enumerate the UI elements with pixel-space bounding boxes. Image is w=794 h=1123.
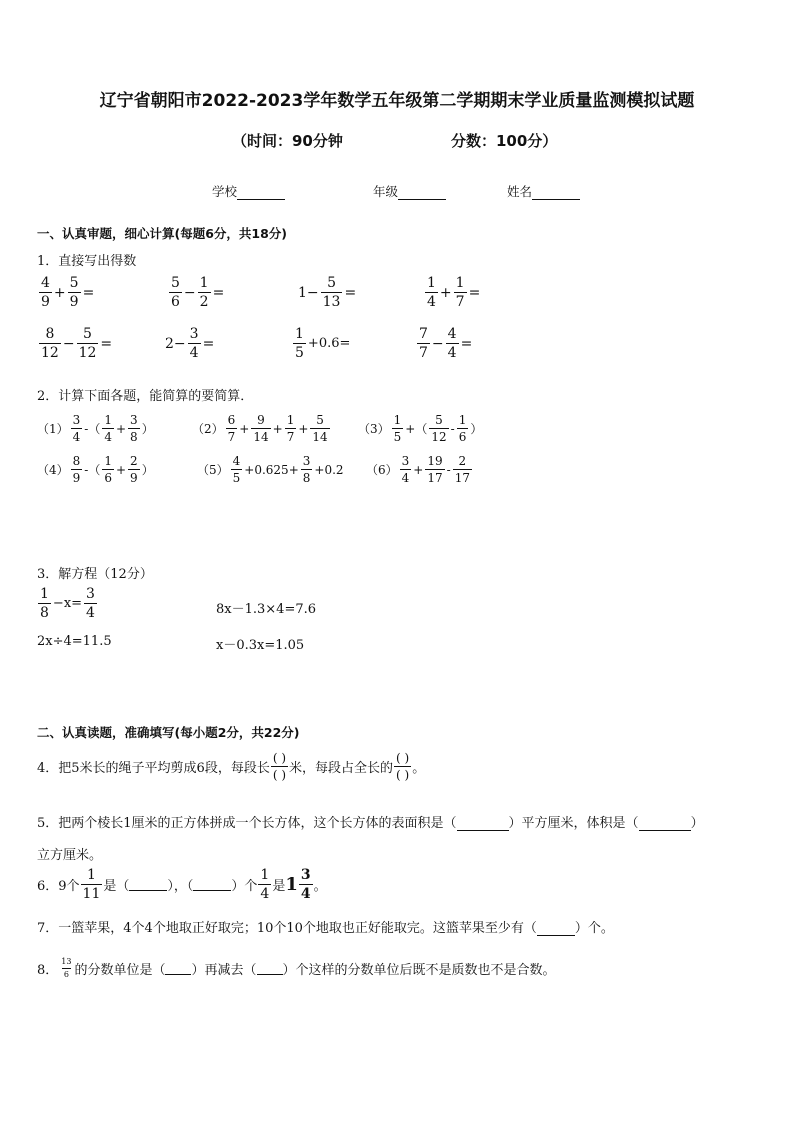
q4-text-a: 4．把5米长的绳子平均剪成6段，每段长 <box>37 761 270 776</box>
eq1-mid: −x= <box>52 596 83 611</box>
q4 <box>37 752 425 781</box>
q7-text-a: 7．一篮苹果，4个4个地取正好取完；10个10个地取也正好能取完。这篮苹果至少有（ <box>37 921 537 936</box>
q1-label: 1．直接写出得数 <box>37 254 137 269</box>
page-title: 辽宁省朝阳市2022-2023学年数学五年级第二学期期末学业质量监测模拟试题 <box>99 91 695 111</box>
grade-label: 年级 <box>373 184 399 199</box>
q1-item-4 <box>424 276 480 309</box>
q6-text-d: ）个 <box>231 879 258 894</box>
answer-blank[interactable]: ( ) <box>396 751 410 765</box>
equals: = <box>202 335 215 352</box>
q2-item-6: （6） $\frac{3}{4}$ + $\frac{19}{17}$ - $\frac{2}{17}$ <box>366 454 470 485</box>
frac-den: 2 <box>199 294 209 310</box>
q5-line-1 <box>37 812 704 831</box>
equals: = <box>460 335 473 352</box>
q1-item-5 <box>38 327 112 360</box>
frac-den: 4 <box>447 345 457 361</box>
frac-num: 5 <box>171 275 180 291</box>
answer-blank[interactable]: ( ) <box>396 768 410 782</box>
frac-num: 5 <box>69 275 79 291</box>
q5-text-a: 5．把两个棱长1厘米的正方体拼成一个长方体，这个长方体的表面积是（ <box>37 816 457 831</box>
item-number: （3） <box>358 422 390 436</box>
equals: = <box>344 284 357 301</box>
q2-item-5: （5） $\frac{4}{5}$ +0.625+ $\frac{3}{8}$ +0.2 <box>197 454 344 485</box>
frac-den: 7 <box>419 345 428 361</box>
q7 <box>37 917 614 936</box>
operator: − <box>183 284 196 301</box>
q6-text-b: 是（ <box>103 879 130 894</box>
q3-eq-1: $\frac{1}{8}$ −x= $\frac{3}{4}$ <box>40 586 95 621</box>
item-number: （6） <box>366 463 398 477</box>
frac-num: 1 <box>199 275 209 291</box>
grade-blank[interactable] <box>398 186 446 200</box>
school-field <box>212 182 285 200</box>
equals: = <box>468 284 481 301</box>
q3-label: 3．解方程（12分） <box>37 567 153 582</box>
answer-blank[interactable] <box>457 818 509 831</box>
answer-blank[interactable] <box>639 818 691 831</box>
q6-text-f: 。 <box>313 879 327 894</box>
frac-num: 7 <box>419 326 428 342</box>
suffix: +0.6= <box>307 336 351 351</box>
frac-num: 4 <box>447 326 457 342</box>
answer-blank[interactable]: ( ) <box>272 768 287 782</box>
grade-field <box>373 182 446 200</box>
frac-num: 13 <box>61 957 72 966</box>
mixed-whole: 1 <box>285 874 298 895</box>
frac-den: 4 <box>427 294 436 310</box>
q1-item-1 <box>38 276 94 309</box>
q3-eq-3: 2x÷4=11.5 <box>37 634 112 649</box>
q2-item-4: （4） $\frac{8}{9}$ -（ $\frac{1}{6}$ + $\frac{2}{9}$ ） <box>37 454 154 485</box>
q2-item-2: （2） $\frac{6}{7}$ + $\frac{9}{14}$ + $\frac{1}{7}$ + $\frac{5}{14}$ <box>192 413 328 444</box>
equals: = <box>100 335 113 352</box>
q2-label: 2．计算下面各题，能简算的要简算． <box>37 389 254 404</box>
q6-text-a: 6．9个 <box>37 879 80 894</box>
item-number: （5） <box>197 463 229 477</box>
frac-num: 8 <box>45 326 55 342</box>
name-label: 姓名 <box>507 184 533 199</box>
frac-den: 7 <box>455 294 465 310</box>
frac-den: 12 <box>41 345 59 361</box>
q8-text-a: 8． <box>37 963 59 978</box>
name-field <box>507 182 580 200</box>
q5-text-c: ） <box>690 816 704 831</box>
section-2-heading: 二、认真读题，准确填写(每小题2分，共22分) <box>37 725 300 740</box>
frac-den: 4 <box>189 345 199 361</box>
mixed-num: 3 <box>300 867 311 883</box>
frac-den: 13 <box>322 294 341 310</box>
frac-num: 4 <box>41 275 50 291</box>
q5-text-b: ）平方厘米，体积是（ <box>508 816 639 831</box>
school-blank[interactable] <box>237 186 285 200</box>
school-label: 学校 <box>212 184 238 199</box>
operator: + <box>439 284 452 301</box>
q4-text-c: 。 <box>412 761 426 776</box>
frac-den: 6 <box>171 294 180 310</box>
q6-text-e: 是 <box>272 879 286 894</box>
frac-num: 3 <box>189 326 199 342</box>
q8-text-e: ）个这样的分数单位后既不是质数也不是合数。 <box>282 963 556 978</box>
prefix: 1− <box>298 284 319 301</box>
q7-text-b: ）个。 <box>574 921 614 936</box>
answer-blank[interactable] <box>129 878 167 891</box>
section-1-heading: 一、认真审题，细心计算(每题6分，共18分) <box>37 226 288 241</box>
q6-text-c: ），（ <box>167 879 194 894</box>
answer-blank[interactable] <box>537 923 575 936</box>
frac-num: 5 <box>83 326 92 342</box>
equals: = <box>212 284 225 301</box>
frac-num: 1 <box>427 275 436 291</box>
q2-item-3: （3） $\frac{1}{5}$ +（ $\frac{5}{12}$ - $\frac{1}{6}$ ） <box>358 413 483 444</box>
score-label: 分数：100分） <box>451 132 558 150</box>
answer-blank[interactable] <box>257 962 283 975</box>
q6: 6．9个 $\frac{1}{11}$ 是（ ），（ ）个 $\frac{1}{4}$ 是 1 $\frac{3}{4}$ 。 <box>37 867 327 902</box>
answer-blank[interactable] <box>193 878 231 891</box>
answer-blank[interactable]: ( ) <box>272 751 287 765</box>
operator: + <box>53 284 66 301</box>
q4-text-b: 米，每段占全长的 <box>289 761 394 776</box>
q1-item-8 <box>416 327 472 360</box>
equals: = <box>82 284 95 301</box>
q3-eq-4: x－0.3x=1.05 <box>216 638 305 653</box>
operator: − <box>431 335 444 352</box>
frac-den: 9 <box>69 294 79 310</box>
e5-mid: +0.625+ <box>244 462 299 477</box>
prefix: 2− <box>165 335 186 352</box>
frac-den: 12 <box>78 345 97 361</box>
frac-num: 1 <box>295 326 304 342</box>
name-blank[interactable] <box>532 186 580 200</box>
q1-item-6 <box>165 327 214 360</box>
item-number: （2） <box>192 422 224 436</box>
frac-den: 6 <box>63 970 69 979</box>
q8-text-c: ）再减去（ <box>191 963 257 978</box>
q1-item-3 <box>298 276 356 309</box>
q5-line-2: 立方厘米。 <box>37 848 103 863</box>
e5-end: +0.2 <box>314 462 344 477</box>
item-number: （1） <box>37 422 69 436</box>
answer-blank[interactable] <box>165 962 191 975</box>
q8 <box>37 958 556 979</box>
q1-item-7 <box>292 327 350 360</box>
q8-text-b: 的分数单位是（ <box>74 963 166 978</box>
frac-num: 5 <box>327 275 337 291</box>
mixed-den: 4 <box>300 886 311 902</box>
time-label: （时间：90分钟 <box>232 132 343 150</box>
q1-item-2 <box>168 276 224 309</box>
q3-eq-2: 8x－1.3×4=7.6 <box>216 602 317 617</box>
frac-den: 9 <box>41 294 50 310</box>
q2-item-1: （1） $\frac{3}{4}$ -（ $\frac{1}{4}$ + $\frac{3}{8}$ ） <box>37 413 154 444</box>
operator: − <box>62 335 75 352</box>
item-number: （4） <box>37 463 69 477</box>
frac-den: 5 <box>295 345 304 361</box>
frac-num: 1 <box>455 275 465 291</box>
